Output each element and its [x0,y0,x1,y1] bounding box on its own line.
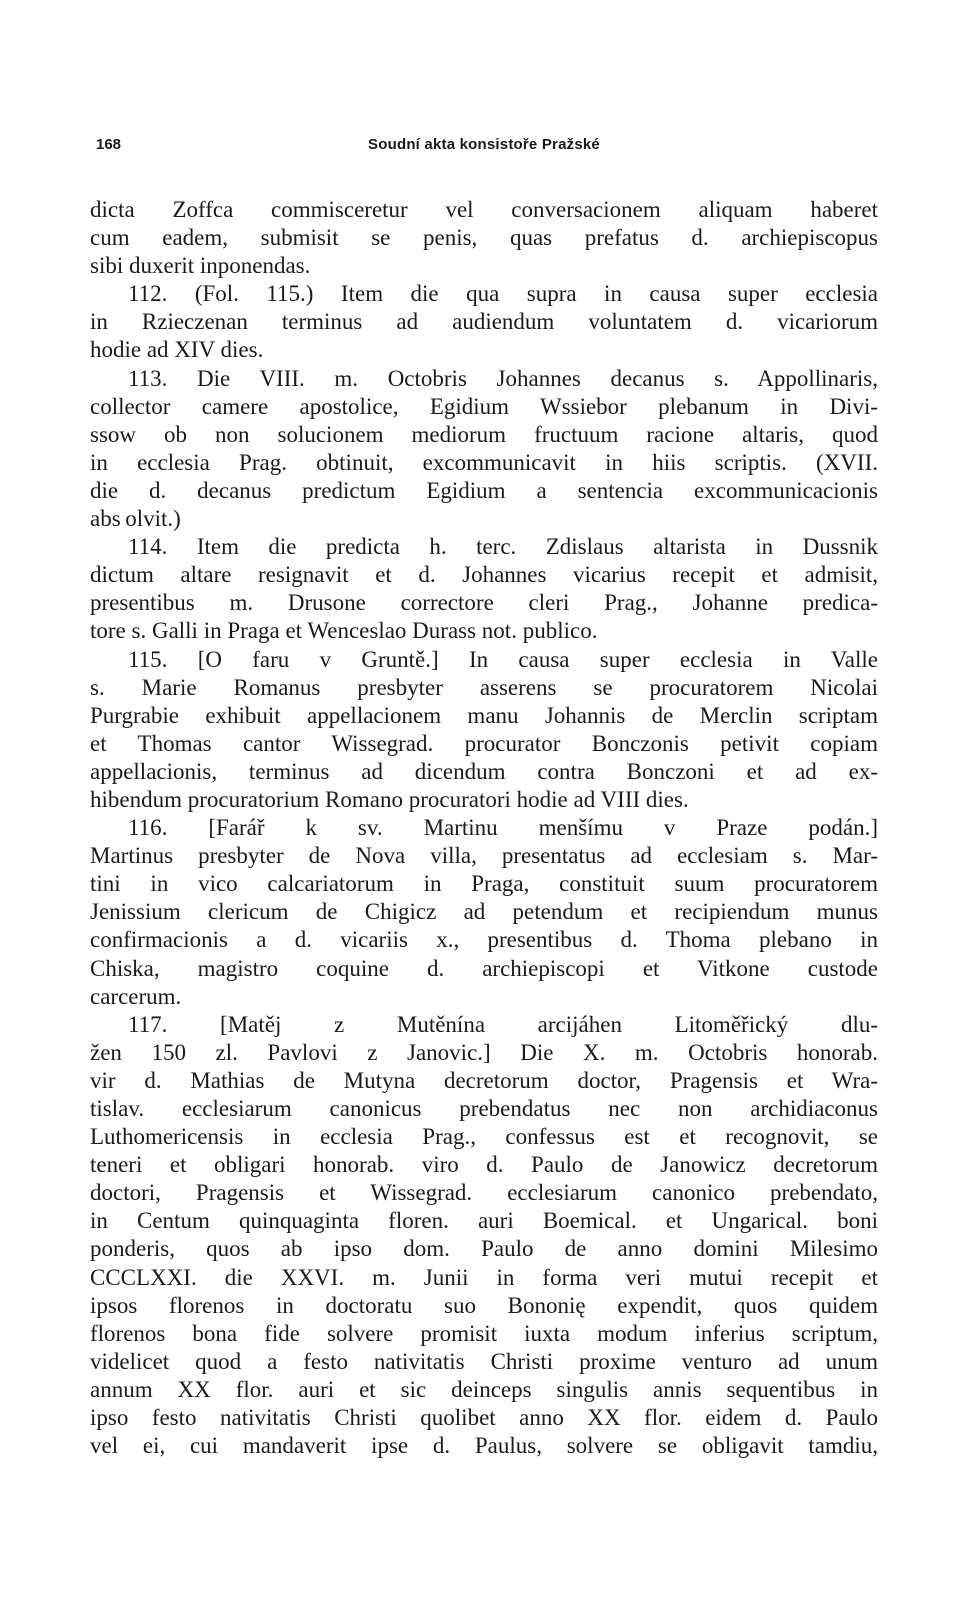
text-line: ponderis, quos ab ipso dom. Paulo de anno domini Milesimo [90,1236,878,1262]
text-line: ipsos florenos in doctoratu suo Bononię expendit, quos quidem [90,1292,878,1318]
text-line: appellacionis, terminus ad dicendum contra Bonczoni et ad ex- [90,758,878,784]
text-line: videlicet quod a festo nativitatis Christi proxime venturo ad unum [90,1348,878,1374]
text-line: abs olvit.) [90,506,181,532]
text-line: carcerum. [90,983,182,1009]
text-line: hodie ad XIV dies. [90,337,264,363]
text-line: ipso festo nativitatis Christi quolibet anno XX flor. eidem d. Paulo [90,1405,878,1431]
text-line: ssow ob non solucionem mediorum fructuum racione altaris, quod [90,421,878,447]
text-line: sibi duxerit inponendas. [90,253,311,279]
text-line: cum eadem, submisit se penis, quas prefatus d. archiepiscopus [90,225,878,251]
text-line: 114. Item die predicta h. terc. Zdislaus altarista in Dussnik [128,534,878,560]
text-line: tore s. Galli in Praga et Wenceslao Durass not. publico. [90,618,598,644]
text-line: annum XX flor. auri et sic deinceps singulis annis sequentibus in [90,1376,878,1402]
document-page [90,0,878,1601]
text-line: vel ei, cui mandaverit ipse d. Paulus, solvere se obligavit tamdiu, [90,1433,878,1459]
text-line: žen 150 zl. Pavlovi z Janovic.] Die X. m. Octobris honorab. [90,1039,878,1065]
text-line: Chiska, magistro coquine d. archiepiscopi et Vitkone custode [90,955,878,981]
text-line: dictum altare resignavit et d. Johannes vicarius recepit et admisit, [90,562,878,588]
text-line: confirmacionis a d. vicariis x., presentibus d. Thoma plebano in [90,927,878,953]
text-line: florenos bona fide solvere promisit iuxta modum inferius scriptum, [90,1320,878,1346]
text-line: in ecclesia Prag. obtinuit, excommunicavit in hiis scriptis. (XVII. [90,449,878,475]
text-line: dicta Zoffca commisceretur vel conversacionem aliquam haberet [90,197,878,222]
text-line: 117. [Matěj z Mutěnína arcijáhen Litoměřický dlu- [128,1011,878,1037]
text-line: 116. [Farář k sv. Martinu menšímu v Praze podán.] [128,815,878,841]
page-number: 168 [96,136,122,153]
text-line: teneri et obligari honorab. viro d. Paulo de Janowicz decretorum [90,1152,878,1178]
text-line: Purgrabie exhibuit appellacionem manu Johannis de Merclin scriptam [90,702,878,728]
text-line: tini in vico calcariatorum in Praga, constituit suum procuratorem [90,871,878,897]
page-header [90,136,878,160]
text-line: in Rzieczenan terminus ad audiendum voluntatem d. vicariorum [90,309,878,335]
text-line: die d. decanus predictum Egidium a sentencia excommunicacionis [90,477,878,503]
text-line: Martinus presbyter de Nova villa, presentatus ad ecclesiam s. Mar- [90,843,878,869]
text-line: doctori, Pragensis et Wissegrad. ecclesiarum canonico prebendato, [90,1180,878,1206]
body-text [90,196,878,1460]
text-line: Jenissium clericum de Chigicz ad petendum et recipiendum munus [90,899,878,925]
text-line: presentibus m. Drusone correctore cleri Prag., Johanne predica- [90,590,878,616]
text-line: 115. [O faru v Gruntě.] In causa super ecclesia in Valle [128,646,878,672]
text-line: s. Marie Romanus presbyter asserens se procuratorem Nicolai [90,674,878,700]
text-line: collector camere apostolice, Egidium Wssiebor plebanum in Divi- [90,393,878,419]
running-title: Soudní akta konsistoře Pražské [368,136,600,153]
text-line: 112. (Fol. 115.) Item die qua supra in causa super ecclesia [128,281,878,307]
text-line: tislav. ecclesiarum canonicus prebendatus nec non archidiaconus [90,1096,878,1121]
text-line: hibendum procuratorium Romano procuratori hodie ad VIII dies. [90,786,689,812]
text-line: Luthomericensis in ecclesia Prag., confessus est et recognovit, se [90,1124,878,1150]
text-line: vir d. Mathias de Mutyna decretorum doctor, Pragensis et Wra- [90,1067,878,1093]
text-line: in Centum quinquaginta floren. auri Boemical. et Ungarical. boni [90,1208,878,1234]
text-line: CCCLXXI. die XXVI. m. Junii in forma veri mutui recepit et [90,1264,878,1290]
text-line: 113. Die VIII. m. Octobris Johannes decanus s. Appollinaris, [128,365,878,391]
text-line: et Thomas cantor Wissegrad. procurator Bonczonis petivit copiam [90,730,878,756]
